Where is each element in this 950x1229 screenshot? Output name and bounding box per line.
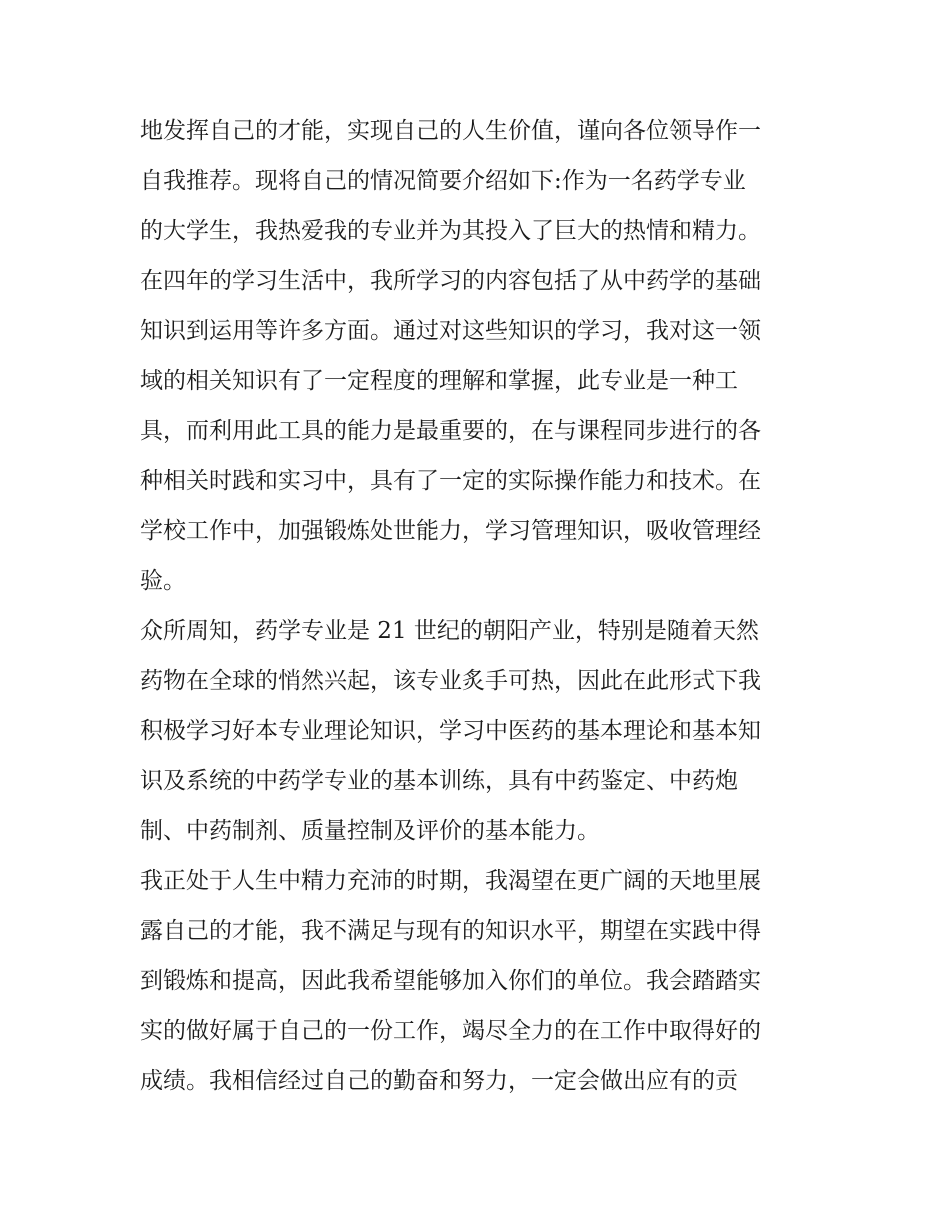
text-line: 实的做好属于自己的一份工作，竭尽全力的在工作中取得好的 xyxy=(140,1018,761,1044)
text-line: 的大学生，我热爱我的专业并为其投入了巨大的热情和精力。 xyxy=(140,218,761,244)
text-line: 具，而利用此工具的能力是最重要的，在与课程同步进行的各 xyxy=(140,418,761,444)
text-line: 我正处于人生中精力充沛的时期，我渴望在更广阔的天地里展 xyxy=(140,868,761,894)
text-line: 药物在全球的悄然兴起，该专业炙手可热，因此在此形式下我 xyxy=(140,668,761,694)
text-line: 学校工作中，加强锻炼处世能力，学习管理知识，吸收管理经 xyxy=(140,518,761,544)
text-line: 知识到运用等许多方面。通过对这些知识的学习，我对这一领 xyxy=(140,318,761,344)
text-line: 积极学习好本专业理论知识，学习中医药的基本理论和基本知 xyxy=(140,718,761,744)
text-line: 域的相关知识有了一定程度的理解和掌握，此专业是一种工 xyxy=(140,368,738,394)
text-line: 成绩。我相信经过自己的勤奋和努力，一定会做出应有的贡 xyxy=(140,1068,738,1094)
text-line: 众所周知，药学专业是 21 世纪的朝阳产业，特别是随着天然 xyxy=(140,618,759,644)
text-line: 露自己的才能，我不满足与现有的知识水平，期望在实践中得 xyxy=(140,918,761,944)
text-line: 种相关时践和实习中，具有了一定的实际操作能力和技术。在 xyxy=(140,468,761,494)
body-text xyxy=(140,106,820,1106)
text-line: 验。 xyxy=(140,568,186,594)
text-line: 地发挥自己的才能，实现自己的人生价值，谨向各位领导作一 xyxy=(140,118,761,144)
text-line: 制、中药制剂、质量控制及评价的基本能力。 xyxy=(140,818,600,844)
text-line: 自我推荐。现将自己的情况简要介绍如下:作为一名药学专业 xyxy=(140,168,746,194)
text-line: 识及系统的中药学专业的基本训练，具有中药鉴定、中药炮 xyxy=(140,768,738,794)
text-line: 在四年的学习生活中，我所学习的内容包括了从中药学的基础 xyxy=(140,268,761,294)
text-line: 到锻炼和提高，因此我希望能够加入你们的单位。我会踏踏实 xyxy=(140,968,761,994)
